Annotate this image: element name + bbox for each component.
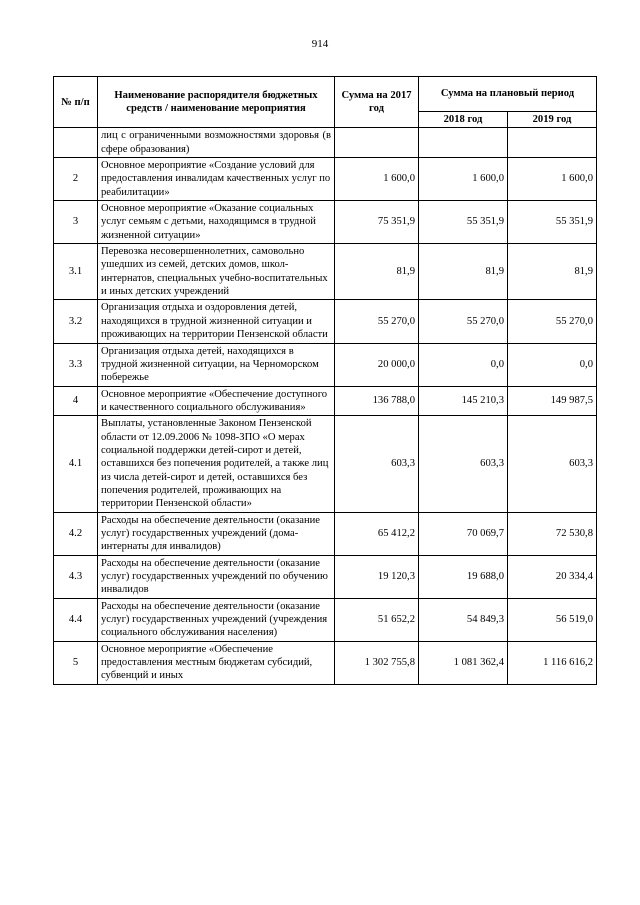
- row-sum-2019: [508, 128, 597, 158]
- row-name: Перевозка несовершеннолетних, самовольно ушедших из семей, детских домов, школ-интернатов, специальных учебно-воспитательных и иных детских учреждений: [98, 244, 335, 300]
- table-row: [54, 128, 597, 158]
- row-sum-2017: 603,3: [335, 416, 419, 512]
- row-sum-2018: 1 081 362,4: [419, 641, 508, 684]
- row-sum-2018: [419, 128, 508, 158]
- row-sum-2017: 51 652,2: [335, 598, 419, 641]
- row-name: Основное мероприятие «Обеспечение доступного и качественного социального обслуживания»: [98, 386, 335, 416]
- row-sum-2018: 1 600,0: [419, 158, 508, 201]
- table-row: [54, 598, 597, 641]
- row-sum-2019: 149 987,5: [508, 386, 597, 416]
- row-sum-2019: 603,3: [508, 416, 597, 512]
- row-sum-2019: 55 351,9: [508, 201, 597, 244]
- table-body: [54, 128, 597, 684]
- row-name: Расходы на обеспечение деятельности (оказание услуг) государственных учреждений (дома-интернаты для инвалидов): [98, 512, 335, 555]
- row-number: 3: [54, 201, 98, 244]
- row-sum-2017: 136 788,0: [335, 386, 419, 416]
- row-number: 4.2: [54, 512, 98, 555]
- row-sum-2017: 1 600,0: [335, 158, 419, 201]
- table-row: [54, 343, 597, 386]
- row-number: 3.3: [54, 343, 98, 386]
- row-sum-2019: 20 334,4: [508, 555, 597, 598]
- row-number: 4: [54, 386, 98, 416]
- header-2018: 2018 год: [419, 112, 508, 128]
- row-sum-2019: 0,0: [508, 343, 597, 386]
- row-sum-2017: 1 302 755,8: [335, 641, 419, 684]
- table-row: [54, 641, 597, 684]
- table-row: [54, 555, 597, 598]
- budget-table: [53, 76, 597, 685]
- row-sum-2017: [335, 128, 419, 158]
- row-sum-2018: 55 351,9: [419, 201, 508, 244]
- row-sum-2017: 55 270,0: [335, 300, 419, 343]
- row-sum-2017: 75 351,9: [335, 201, 419, 244]
- header-plan-period: Сумма на плановый период: [419, 77, 597, 112]
- row-number: 4.3: [54, 555, 98, 598]
- page-number: 914: [311, 38, 329, 50]
- header-2017: Сумма на 2017 год: [335, 77, 419, 128]
- table-row: [54, 201, 597, 244]
- row-sum-2018: 54 849,3: [419, 598, 508, 641]
- row-sum-2017: 81,9: [335, 244, 419, 300]
- row-sum-2019: 55 270,0: [508, 300, 597, 343]
- row-name: Расходы на обеспечение деятельности (оказание услуг) государственных учреждений по обучению инвалидов: [98, 555, 335, 598]
- table-header: [54, 77, 597, 128]
- row-sum-2017: 19 120,3: [335, 555, 419, 598]
- row-name: Организация отдыха детей, находящихся в трудной жизненной ситуации, на Черноморском побережье: [98, 343, 335, 386]
- row-sum-2019: 81,9: [508, 244, 597, 300]
- row-number: 3.1: [54, 244, 98, 300]
- row-name: Организация отдыха и оздоровления детей, находящихся в трудной жизненной ситуации и проживающих на территории Пензенской области: [98, 300, 335, 343]
- table-row: [54, 512, 597, 555]
- row-sum-2018: 603,3: [419, 416, 508, 512]
- header-2019: 2019 год: [508, 112, 597, 128]
- row-number: 4.4: [54, 598, 98, 641]
- header-name: Наименование распорядителя бюджетных средств / наименование мероприятия: [98, 77, 335, 128]
- table-row: [54, 416, 597, 512]
- row-number: 2: [54, 158, 98, 201]
- row-name: лиц с ограниченными возможностями здоровья (в сфере образования): [98, 128, 335, 158]
- row-name: Выплаты, установленные Законом Пензенской области от 12.09.2006 № 1098-ЗПО «О мерах социальной поддержки детей-сирот и детей, оставшихся без попечения родителей, а также лиц из числа детей-сирот и детей, оставшихся без попечения родителей, проживающих на территории Пензенской области»: [98, 416, 335, 512]
- row-sum-2018: 0,0: [419, 343, 508, 386]
- row-sum-2017: 20 000,0: [335, 343, 419, 386]
- row-sum-2019: 72 530,8: [508, 512, 597, 555]
- row-name: Основное мероприятие «Оказание социальных услуг семьям с детьми, находящимся в трудной жизненной ситуации»: [98, 201, 335, 244]
- row-name: Основное мероприятие «Обеспечение предоставления местным бюджетам субсидий, субвенций и иных: [98, 641, 335, 684]
- row-number: 5: [54, 641, 98, 684]
- table-row: [54, 244, 597, 300]
- row-sum-2018: 145 210,3: [419, 386, 508, 416]
- row-name: Расходы на обеспечение деятельности (оказание услуг) государственных учреждений (учреждения социального обслуживания населения): [98, 598, 335, 641]
- row-sum-2018: 19 688,0: [419, 555, 508, 598]
- row-sum-2017: 65 412,2: [335, 512, 419, 555]
- row-sum-2018: 70 069,7: [419, 512, 508, 555]
- row-sum-2018: 81,9: [419, 244, 508, 300]
- row-sum-2018: 55 270,0: [419, 300, 508, 343]
- table-row: [54, 158, 597, 201]
- row-number: 4.1: [54, 416, 98, 512]
- row-number: [54, 128, 98, 158]
- table-row: [54, 386, 597, 416]
- row-number: 3.2: [54, 300, 98, 343]
- header-num: № п/п: [54, 77, 98, 128]
- row-name: Основное мероприятие «Создание условий для предоставления инвалидам качественных услуг по реабилитации»: [98, 158, 335, 201]
- table-row: [54, 300, 597, 343]
- row-sum-2019: 1 116 616,2: [508, 641, 597, 684]
- row-sum-2019: 56 519,0: [508, 598, 597, 641]
- row-sum-2019: 1 600,0: [508, 158, 597, 201]
